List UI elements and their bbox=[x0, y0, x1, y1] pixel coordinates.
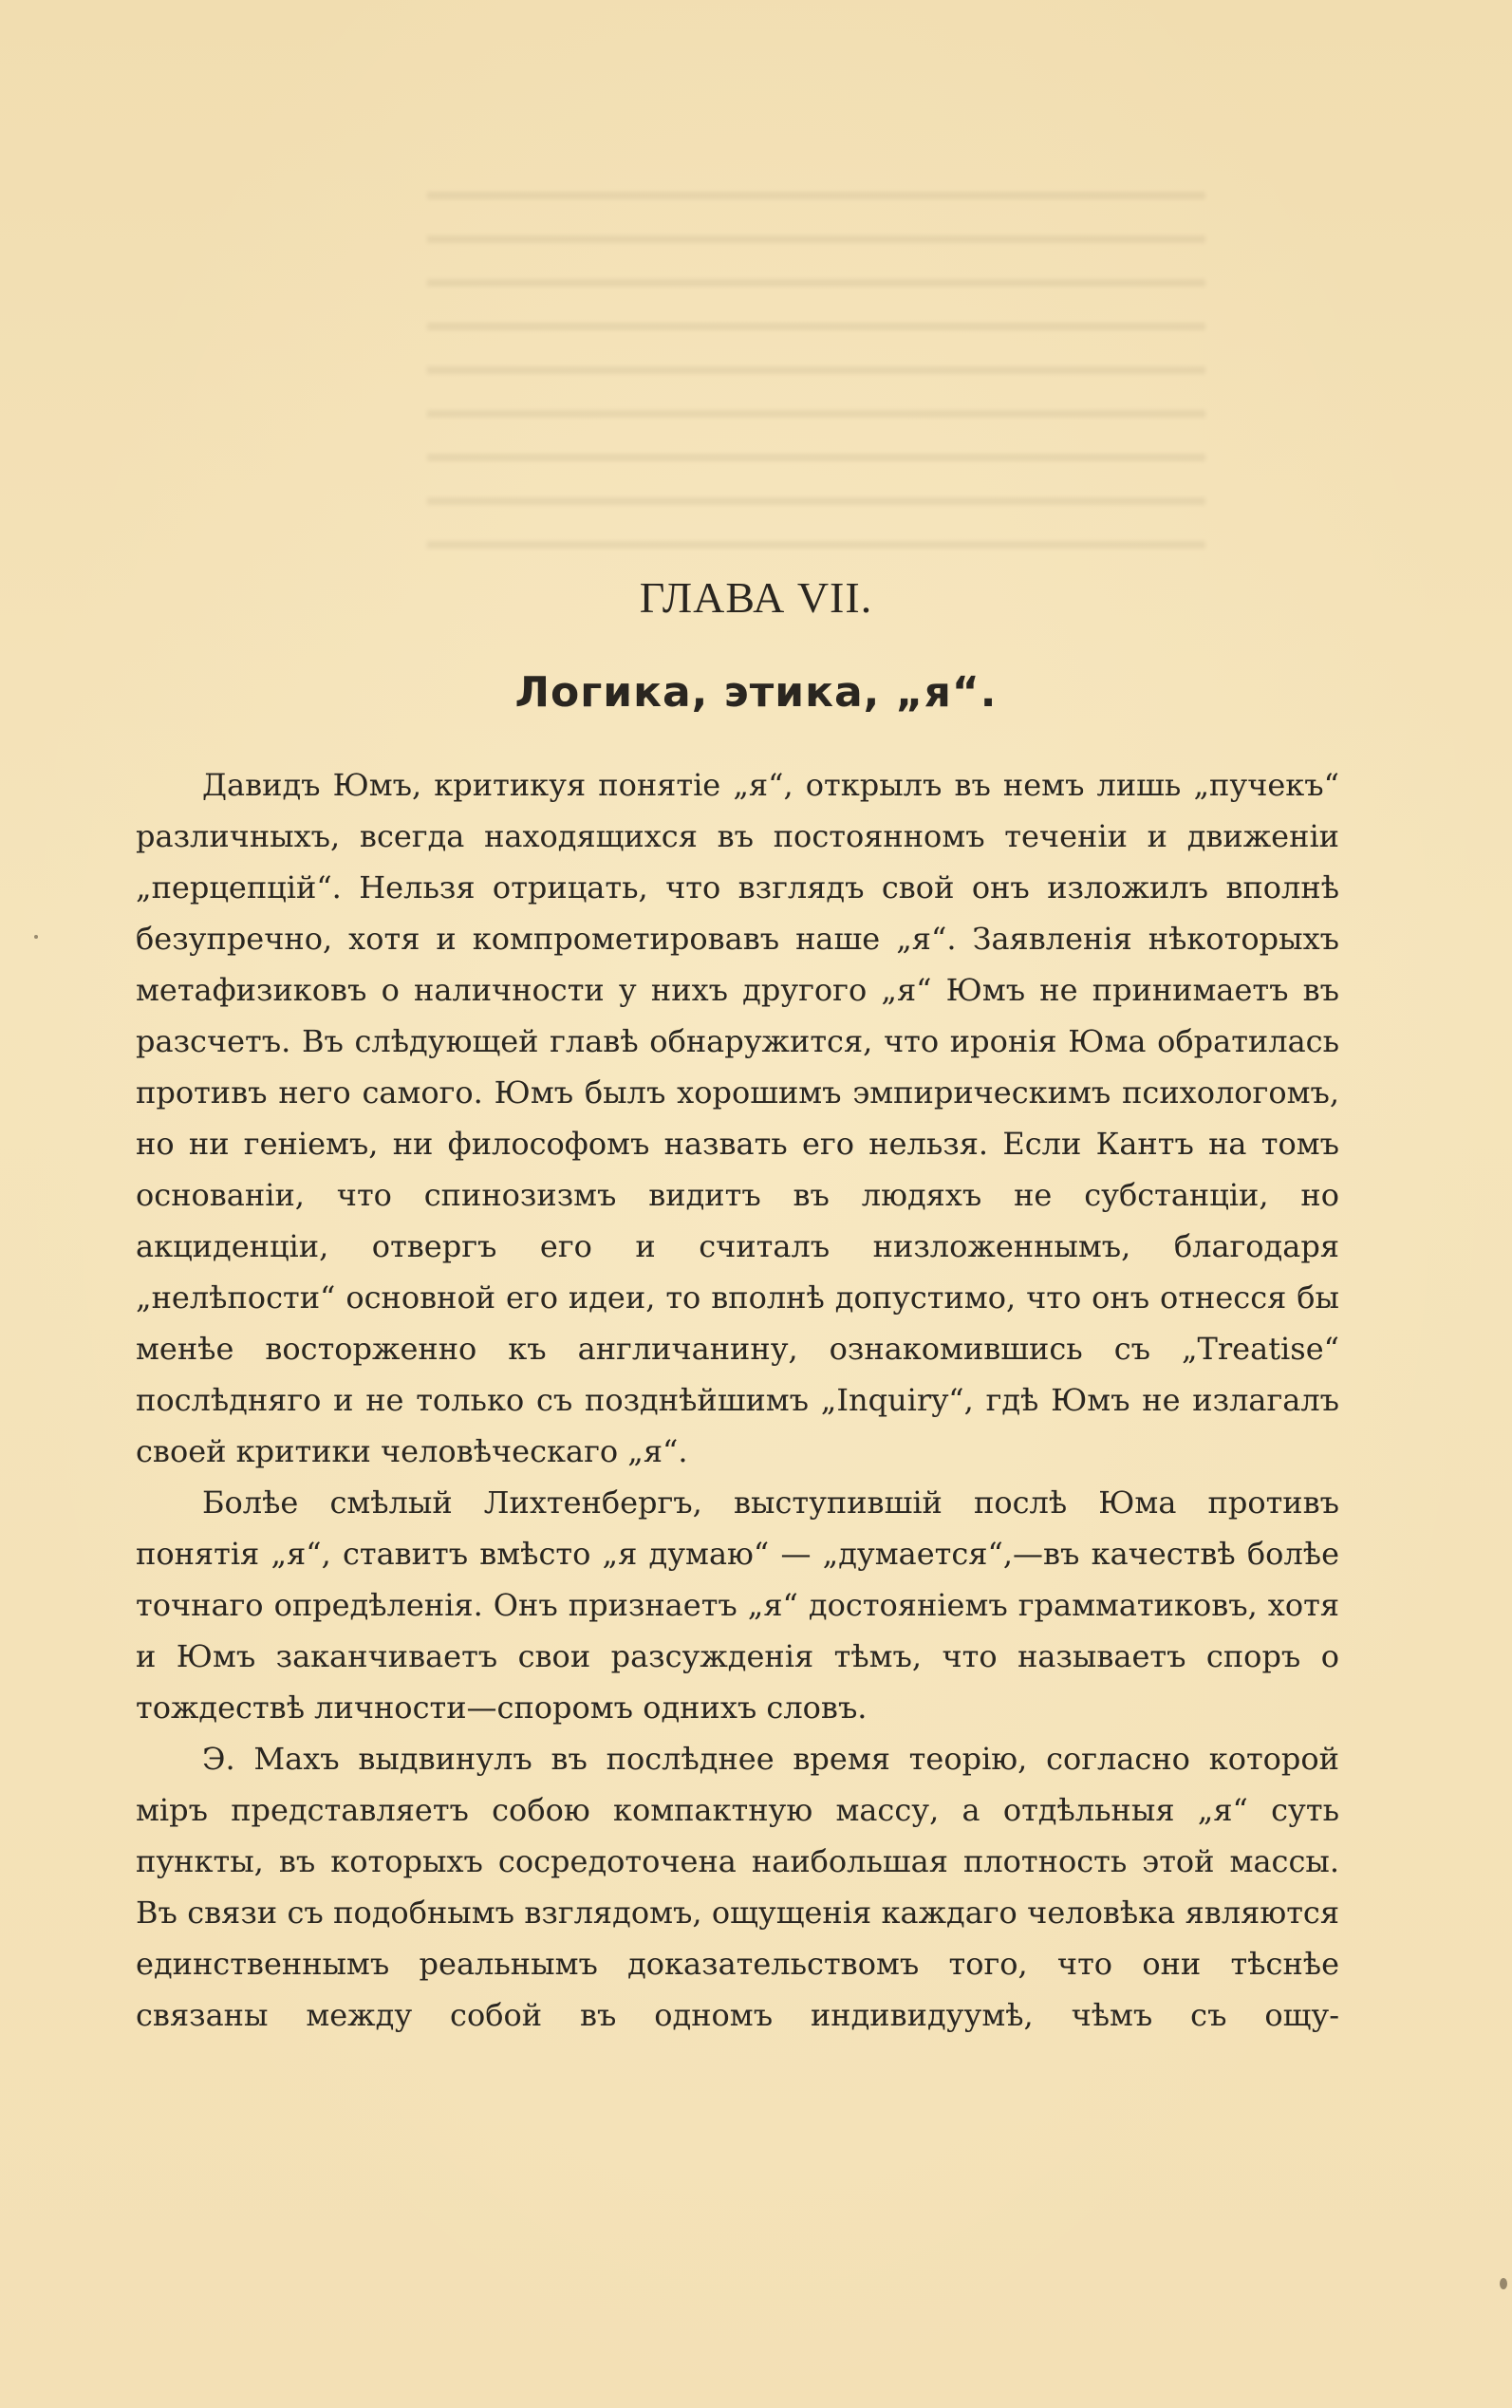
chapter-subtitle: Логика, этика, „я“. bbox=[514, 668, 998, 717]
ink-speck bbox=[1500, 2278, 1507, 2289]
paragraph-hume: Давидъ Юмъ, критикуя понятіе „я“, открылъ въ немъ лишь „пучекъ“ различныхъ, всегда находящихся въ постоянномъ теченіи и движеніи „перцепцій“. Нельзя отрицать, что взглядъ свой онъ изложилъ вполнѣ безупречно, хотя и компрометировавъ наше „я“. Заявленія нѣкоторыхъ метафизиковъ о наличности у нихъ другого „я“ Юмъ не принимаетъ въ разсчетъ. Въ слѣдующей главѣ обнаружится, что иронія Юма обратилась противъ него самого. Юмъ былъ хорошимъ эмпирическимъ психологомъ, но ни геніемъ, ни философомъ назвать его нельзя. Если Кантъ на томъ основаніи, что спинозизмъ видитъ въ людяхъ не субстанціи, но акциденціи, отвергъ его и считалъ низложеннымъ, благодаря „нелѣпости“ основной его идеи, то вполнѣ допустимо, что онъ отнесся бы менѣе восторженно къ англичанину, ознакомившись съ „Treatise“ послѣдняго и не только съ позднѣйшимъ „Inquiry“, гдѣ Юмъ не излагалъ своей критики человѣческаго „я“. bbox=[136, 767, 1339, 1469]
bleed-through-text bbox=[427, 161, 1205, 569]
paragraph-mach: Э. Махъ выдвинулъ въ послѣднее время теорію, согласно которой міръ представляетъ собою компактную массу, а отдѣльныя „я“ суть пункты, въ которыхъ сосредоточена наибольшая плотность этой массы. Въ связи съ подобнымъ взглядомъ, ощущенія каждаго человѣка являются единственнымъ реальнымъ доказательствомъ того, что они тѣснѣе связаны между собой въ одномъ индивидуумѣ, чѣмъ съ ощу- bbox=[136, 1741, 1339, 2033]
body-text bbox=[136, 759, 1339, 2041]
paragraph-lichtenberg: Болѣе смѣлый Лихтенбергъ, выступившій послѣ Юма противъ понятія „я“, ставитъ вмѣсто „я думаю“ — „думается“,—въ качествѣ болѣе точнаго опредѣленія. Онъ признаетъ „я“ достояніемъ грамматиковъ, хотя и Юмъ заканчиваетъ свои разсужденія тѣмъ, что называетъ споръ о тождествѣ личности—споромъ однихъ словъ. bbox=[136, 1484, 1339, 1726]
ink-speck bbox=[34, 935, 38, 939]
chapter-heading: ГЛАВА VII. bbox=[639, 573, 873, 622]
